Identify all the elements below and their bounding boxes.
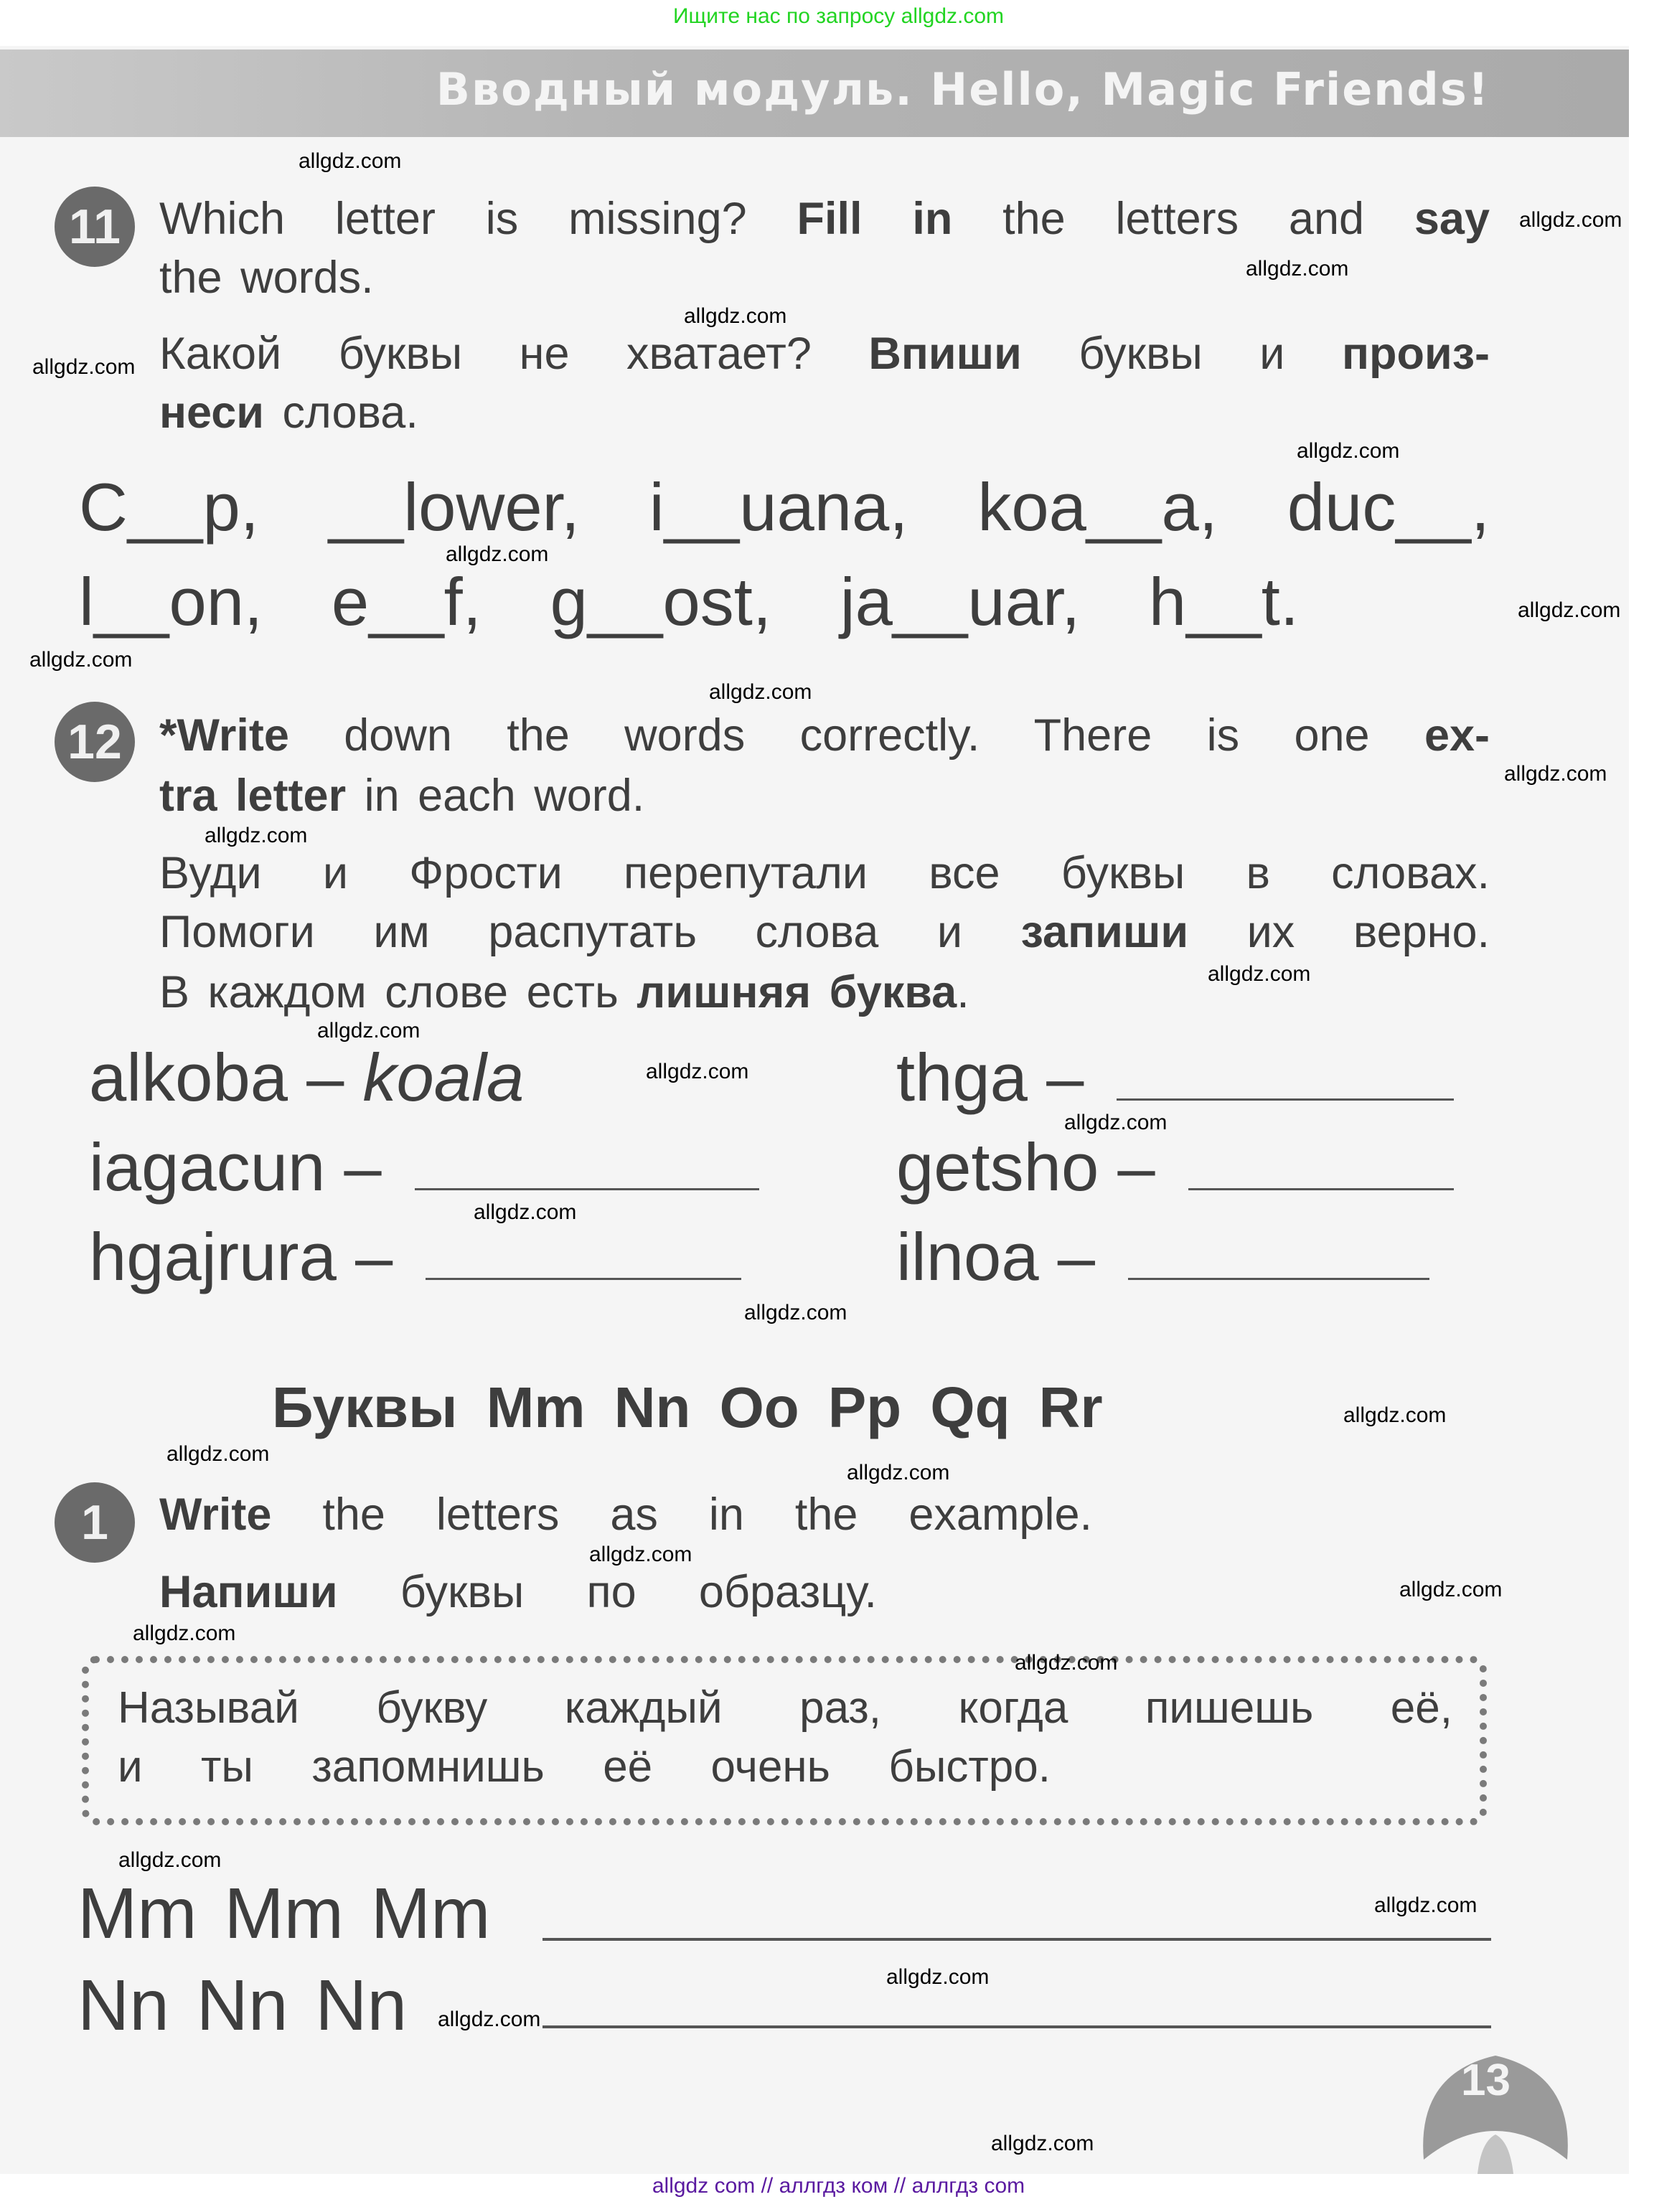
word-item [896,1219,1429,1294]
watermark: allgdz.com [317,1019,421,1043]
exercise-number-badge: 11 [55,187,135,267]
watermark: allgdz.com [32,355,136,379]
watermark: allgdz.com [1504,762,1607,786]
watermark: allgdz.com [886,1965,990,1989]
instruction-text: буквы и [1021,329,1342,379]
missing-letter-words[interactable]: C__p, __lower, i__uana, koa__a, duc__, [79,469,1490,545]
watermark: allgdz.com [1246,257,1349,281]
scrambled-word: ilnoa [896,1219,1039,1294]
dash: – [1057,1219,1096,1294]
watermark: allgdz.com [1208,962,1311,986]
search-hint: Ищите нас по запросу allgdz.com [672,4,1005,28]
watermark: allgdz.com [744,1301,847,1324]
emphasis-text: Напиши [159,1567,338,1617]
letter-sample-n: Nn Nn Nn [77,1965,408,2046]
instruction-text: Which letter is missing? [159,194,797,244]
watermark: allgdz.com [684,304,787,328]
watermark: allgdz.com [29,648,133,672]
watermark: allgdz.com [847,1461,950,1484]
watermark: allgdz.com [709,680,812,704]
missing-letter-words[interactable]: l__on, e__f, g__ost, ja__uar, h__t. [79,564,1299,639]
instruction-line [159,329,1490,380]
instruction-line [159,907,1490,958]
answer-blank[interactable] [426,1278,741,1280]
watermark: allgdz.com [446,542,549,566]
watermark: allgdz.com [1015,1651,1118,1675]
watermark: allgdz.com [1297,439,1400,463]
word-item [89,1040,525,1115]
exercise-number-badge: 1 [55,1482,135,1563]
dash: – [1046,1040,1084,1115]
dash: – [306,1040,344,1115]
scrambled-word: hgajrura [89,1219,337,1294]
section-heading: Буквы Mm Nn Oo Pp Qq Rr [272,1375,1103,1439]
footer-links[interactable]: allgdz com // аллгдз ком // аллгдз com [652,2174,1025,2198]
scrambled-word: thga [896,1040,1028,1115]
instruction-text: in each word. [346,771,645,821]
watermark: allgdz.com [646,1060,749,1083]
watermark: allgdz.com [166,1442,270,1466]
writing-line[interactable] [542,2025,1491,2028]
word-item [89,1129,759,1205]
watermark: allgdz.com [474,1200,577,1224]
dash: – [344,1129,382,1205]
watermark: allgdz.com [133,1622,236,1645]
dash: – [1117,1129,1155,1205]
instruction-text: . [957,967,969,1017]
scrambled-word: alkoba [89,1040,288,1115]
writing-line[interactable] [542,1938,1491,1941]
watermark: allgdz.com [1399,1578,1503,1601]
watermark: allgdz.com [1064,1111,1168,1134]
answer-blank[interactable] [415,1188,759,1190]
emphasis-text: лишняя буква [636,967,957,1017]
watermark: allgdz.com [205,824,308,847]
instruction-text: их верно. [1188,907,1490,957]
watermark: allgdz.com [438,2008,541,2031]
dash: – [355,1219,393,1294]
watermark: allgdz.com [991,2132,1094,2155]
instruction-line [159,1567,877,1618]
page-number: 13 [1461,2056,1511,2105]
instruction-text: the words. [159,253,374,303]
instruction-text: the letters and [952,194,1414,244]
instruction-line [159,1489,1092,1540]
scrambled-word: iagacun [89,1129,326,1205]
watermark: allgdz.com [1519,208,1622,232]
emphasis-text: *Write [159,710,289,761]
emphasis-text: произ- [1341,329,1490,379]
emphasis-text: ex- [1424,710,1490,761]
word-item [896,1040,1454,1115]
instruction-line [159,194,1490,245]
instruction-text: слова. [264,387,418,438]
instruction-text: Помоги им распутать слова и [159,907,1021,957]
module-title: Вводный модуль. Hello, Magic Friends! [436,63,1490,116]
instruction-text: В каждом слове есть [159,967,637,1017]
watermark: allgdz.com [589,1543,692,1566]
answer-blank[interactable] [1117,1098,1454,1101]
emphasis-text: tra letter [159,771,347,821]
instruction-line [159,387,1490,438]
tip-box [82,1656,1487,1825]
word-item [89,1219,741,1294]
instruction-line [159,710,1490,761]
instruction-text: down the words correctly. There is one [288,710,1424,761]
answer-example: koala [362,1040,525,1115]
instruction-text: the letters as in the example. [271,1489,1092,1540]
emphasis-text: say [1414,194,1490,244]
watermark: allgdz.com [299,149,402,173]
answer-blank[interactable] [1128,1278,1429,1280]
emphasis-text: запиши [1020,907,1189,957]
instruction-line [159,771,1490,822]
word-item [896,1129,1454,1205]
watermark: allgdz.com [1518,598,1621,622]
watermark: allgdz.com [1374,1893,1478,1917]
watermark: allgdz.com [1343,1403,1447,1427]
module-header [0,50,1629,137]
emphasis-text: Write [159,1489,272,1540]
tip-text: Называй букву каждый раз, когда пишешь её, [118,1683,1452,1733]
tip-text: и ты запомнишь её очень быстро. [118,1742,1051,1792]
emphasis-text: Впиши [868,329,1022,379]
answer-blank[interactable] [1188,1188,1454,1190]
instruction-text: Какой буквы не хватает? [159,329,869,379]
emphasis-text: неси [159,387,265,438]
instruction-line [159,848,1490,899]
watermark: allgdz.com [118,1848,222,1872]
instruction-text: буквы по образцу. [337,1567,877,1617]
scrambled-word: getsho [896,1129,1099,1205]
letter-sample-m: Mm Mm Mm [77,1873,491,1954]
emphasis-text: Fill in [797,194,953,244]
exercise-number-badge: 12 [55,702,135,782]
instruction-text: Вуди и Фрости перепутали все буквы в словах. [159,848,1490,898]
